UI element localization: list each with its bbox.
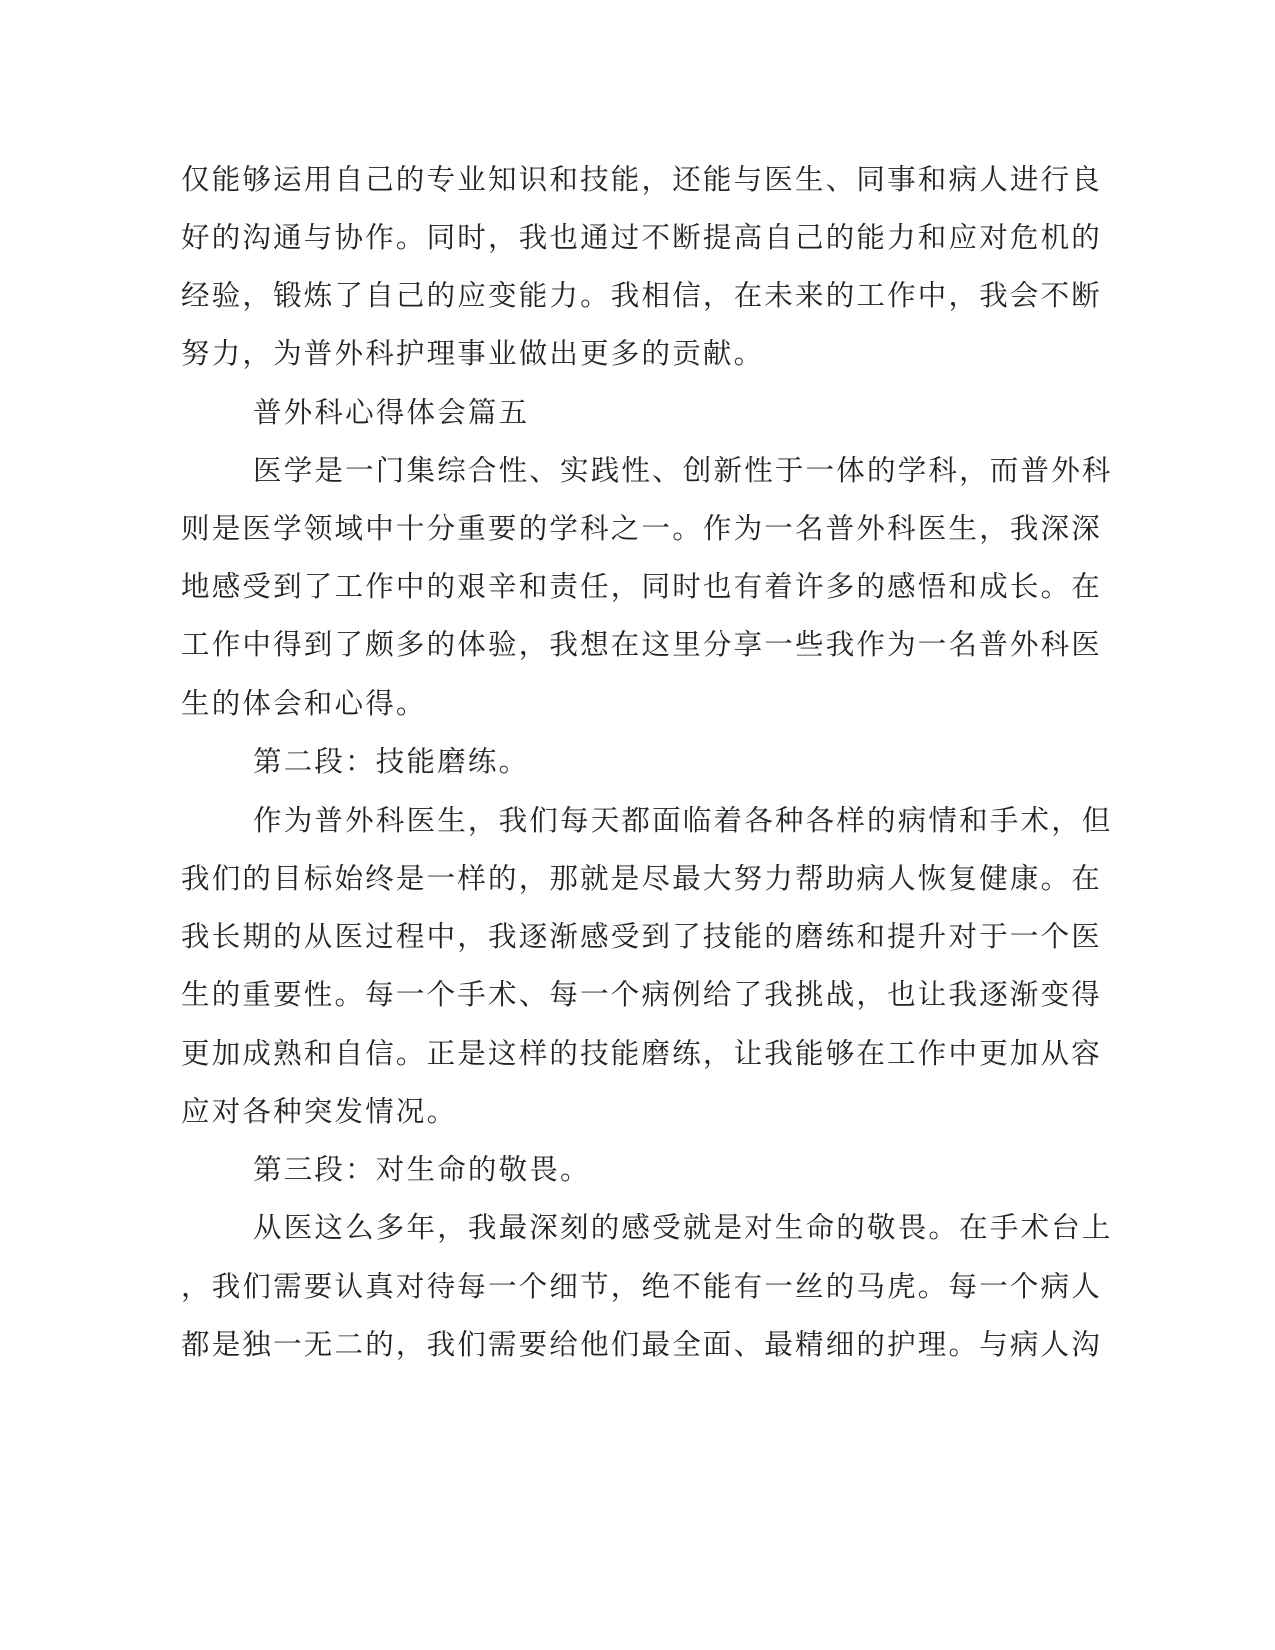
text-line: 努力，为普外科护理事业做出更多的贡献。 <box>181 337 765 370</box>
text-line: 经验，锻炼了自己的应变能力。我相信，在未来的工作中，我会不断 <box>181 279 1103 312</box>
text-line: 生的体会和心得。 <box>181 687 427 720</box>
text-line: 更加成熟和自信。正是这样的技能磨练，让我能够在工作中更加从容 <box>181 1037 1103 1070</box>
text-line: 则是医学领域中十分重要的学科之一。作为一名普外科医生，我深深 <box>181 512 1103 545</box>
text-line: 我们的目标始终是一样的，那就是尽最大努力帮助病人恢复健康。在 <box>181 862 1103 895</box>
text-line: 仅能够运用自己的专业知识和技能，还能与医生、同事和病人进行良 <box>181 163 1103 196</box>
text-line: 工作中得到了颇多的体验，我想在这里分享一些我作为一名普外科医 <box>181 628 1103 661</box>
text-line: 从医这么多年，我最深刻的感受就是对生命的敬畏。在手术台上 <box>253 1211 1113 1244</box>
text-line: 都是独一无二的，我们需要给他们最全面、最精细的护理。与病人沟 <box>181 1328 1103 1361</box>
text-line: 应对各种突发情况。 <box>181 1095 458 1128</box>
text-line: 好的沟通与协作。同时，我也通过不断提高自己的能力和应对危机的 <box>181 221 1103 254</box>
section-heading: 第二段：技能磨练。 <box>253 745 530 778</box>
text-line: 生的重要性。每一个手术、每一个病例给了我挑战，也让我逐渐变得 <box>181 978 1103 1011</box>
section-heading: 普外科心得体会篇五 <box>253 396 530 429</box>
text-line: ，我们需要认真对待每一个细节，绝不能有一丝的马虎。每一个病人 <box>181 1270 1103 1303</box>
text-line: 医学是一门集综合性、实践性、创新性于一体的学科，而普外科 <box>253 454 1113 487</box>
text-line: 作为普外科医生，我们每天都面临着各种各样的病情和手术，但 <box>253 804 1113 837</box>
text-line: 我长期的从医过程中，我逐渐感受到了技能的磨练和提升对于一个医 <box>181 920 1103 953</box>
section-heading: 第三段：对生命的敬畏。 <box>253 1153 591 1186</box>
text-line: 地感受到了工作中的艰辛和责任，同时也有着许多的感悟和成长。在 <box>181 570 1103 603</box>
